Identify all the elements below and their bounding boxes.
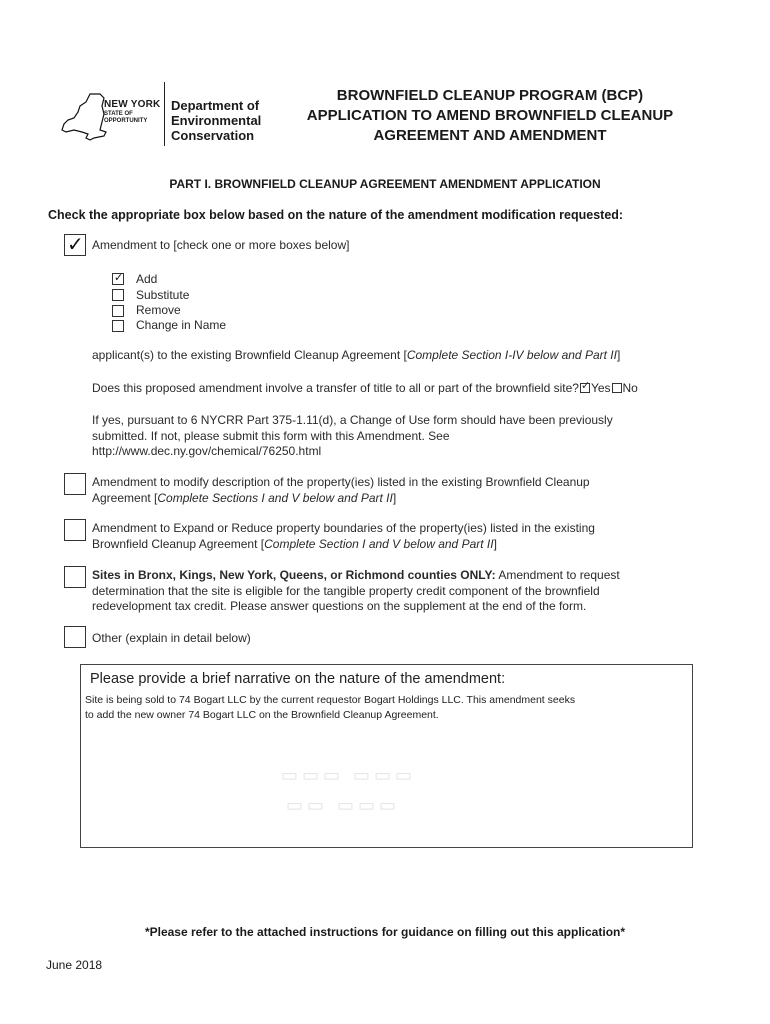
transfer-yes-label: Yes (590, 381, 611, 395)
substitute-label: Substitute (136, 288, 190, 302)
amendment-to-label: Amendment to [check one or more boxes below] (92, 238, 350, 252)
logo-state-of-opportunity: STATE OF OPPORTUNITY (104, 111, 148, 124)
add-label: Add (136, 272, 158, 286)
new-york-state-map-icon (60, 92, 108, 144)
expand-reduce-checkbox[interactable] (64, 519, 86, 541)
checkmark-icon: ✓ (580, 380, 591, 392)
change-of-use-link[interactable]: http://www.dec.ny.gov/chemical/76250.html (92, 444, 322, 458)
instruction-text: Check the appropriate box below based on the nature of the amendment modification requested: (48, 208, 624, 222)
transfer-question: Does this proposed amendment involve a transfer of title to all or part of the brownfield site? ✓ Yes No (92, 380, 638, 395)
change-in-name-checkbox[interactable] (112, 320, 124, 332)
form-date: June 2018 (46, 958, 103, 972)
logo-divider (164, 82, 165, 146)
instructions-note: *Please refer to the attached instructions for guidance on filling out this application* (144, 925, 626, 939)
remove-label: Remove (136, 303, 181, 317)
other-checkbox[interactable] (64, 626, 86, 648)
add-checkbox[interactable] (112, 273, 124, 285)
narrative-text: Site is being sold to 74 Bogart LLC by the current requestor Bogart Holdings LLC. This amendment seeks to add the new owner 74 Bogart LLC on the Brownfield Cleanup Agreement. (85, 694, 576, 721)
nyc-counties-checkbox[interactable] (64, 566, 86, 588)
narrative-label: Please provide a brief narrative on the nature of the amendment: (90, 671, 506, 687)
modify-description-checkbox[interactable] (64, 473, 86, 495)
remove-checkbox[interactable] (112, 305, 124, 317)
expand-reduce-label: Amendment to Expand or Reduce property boundaries of the property(ies) listed in the existing Brownfield Cleanup Agreement [Complete Section I and V below and Part II] (92, 521, 595, 551)
applicant-text: applicant(s) to the existing Brownfield Cleanup Agreement [Complete Section I-IV below and Part II] (92, 348, 621, 362)
checkmark-icon: ✓ (114, 272, 124, 284)
substitute-checkbox[interactable] (112, 289, 124, 301)
if-yes-text: If yes, pursuant to 6 NYCRR Part 375-1.11(d), a Change of Use form should have been previously submitted. If not, please submit this form with this Amendment. See http://www.dec.ny.gov/chemical/76250.html (92, 413, 613, 458)
part-heading: PART I. BROWNFIELD CLEANUP AGREEMENT AMENDMENT APPLICATION (169, 177, 601, 191)
logo-department-name: Department of Environmental Conservation (171, 98, 262, 143)
transfer-no-checkbox[interactable] (612, 383, 622, 393)
amendment-to-checkbox[interactable] (64, 234, 86, 256)
narrative-textbox[interactable] (80, 664, 693, 848)
other-label: Other (explain in detail below) (92, 631, 251, 645)
document-title: BROWNFIELD CLEANUP PROGRAM (BCP) APPLICATION TO AMEND BROWNFIELD CLEANUP AGREEMENT AND AMENDMENT (306, 87, 674, 144)
checkmark-icon: ✓ (67, 234, 84, 256)
modify-description-label: Amendment to modify description of the property(ies) listed in the existing Brownfield Cleanup Agreement [Complete Sections I and V below and Part II] (92, 475, 590, 505)
transfer-yes-checkbox[interactable] (580, 380, 591, 393)
nyc-counties-label: Sites in Bronx, Kings, New York, Queens, or Richmond counties ONLY: Amendment to request determination that the site is eligible for the tangible property credit component of the brownfield redevelopment tax credit. Please answer questions on the supplement at the end of the form. (92, 568, 620, 613)
transfer-no-label: No (622, 381, 638, 395)
faint-stamp-mark: ▭▭ ▭▭▭ (286, 795, 401, 815)
faint-stamp-mark: ▭▭▭ ▭▭▭ (281, 765, 417, 785)
logo-new-york-text: NEW YORK (104, 99, 161, 110)
change-in-name-label: Change in Name (136, 318, 227, 332)
